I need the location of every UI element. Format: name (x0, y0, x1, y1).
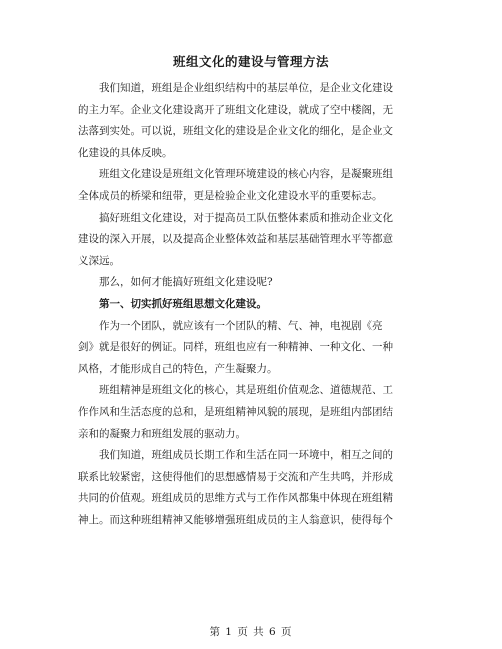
text-line: 联系比较紧密，这使得他们的思想感情易于交流和产生共鸣，并形成 (78, 470, 393, 483)
paragraph (78, 272, 424, 294)
text-line: 共同的价值观。班组成员的思维方式与工作作风都集中体现在班组精 (78, 492, 393, 505)
section-heading (78, 294, 424, 316)
text-line: 我们知道，班组成员长期工作和生活在同一环境中，相互之间的 (99, 449, 393, 462)
text-line: 我们知道，班组是企业组织结构中的基层单位，是企业文化建设 (99, 82, 393, 94)
text-line: 亲和的凝聚力和班组发展的驱动力。 (78, 427, 246, 440)
paragraph (78, 164, 424, 207)
paragraph (78, 445, 424, 531)
page-footer: 第 1 页 共 6 页 (209, 626, 293, 638)
text-line: 的主力军。企业文化建设离开了班组文化建设，就成了空中楼阁，无 (78, 103, 393, 116)
text-line: 义深远。 (78, 254, 120, 267)
paragraph (78, 316, 424, 381)
text-line: 建设的深入开展，以及提高企业整体效益和基层基础管理水平等都意 (78, 233, 393, 246)
text-line: 班组精神是班组文化的核心，其是班组价值观念、道德规范、工 (99, 384, 393, 397)
paragraph (78, 208, 424, 273)
text-line: 法落到实处。可以说，班组文化的建设是企业文化的细化，是企业文 (78, 125, 393, 138)
text-line: 剑》就是很好的例证。同样，班组也应有一种精神、一种文化、一种 (78, 341, 393, 354)
document-title: 班组文化的建设与管理方法 (172, 54, 329, 69)
text-line: 那么，如何才能搞好班组文化建设呢? (99, 276, 273, 289)
text-line: 神上。而这种班组精神又能够增强班组成员的主人翁意识，使得每个 (78, 513, 393, 526)
text-line: 风格，才能形成自己的特色，产生凝聚力。 (78, 362, 278, 375)
paragraph (78, 380, 424, 445)
text-line: 搞好班组文化建设，对于提高员工队伍整体素质和推动企业文化 (99, 211, 393, 224)
text-line: 作为一个团队，就应该有一个团队的精、气、神，电视剧《亮 (99, 319, 383, 332)
paragraph (78, 78, 424, 164)
text-line: 全体成员的桥梁和纽带，更是检验企业文化建设水平的重要标志。 (78, 189, 383, 202)
text-line: 班组文化建设是班组文化管理环境建设的核心内容，是凝聚班组 (99, 168, 393, 181)
text-line: 作作风和生活态度的总和，是班组精神风貌的展现，是班组内部团结 (78, 405, 393, 418)
text-line: 第一、切实抓好班组思想文化建设。 (99, 298, 267, 310)
text-line: 化建设的具体反映。 (78, 146, 173, 159)
